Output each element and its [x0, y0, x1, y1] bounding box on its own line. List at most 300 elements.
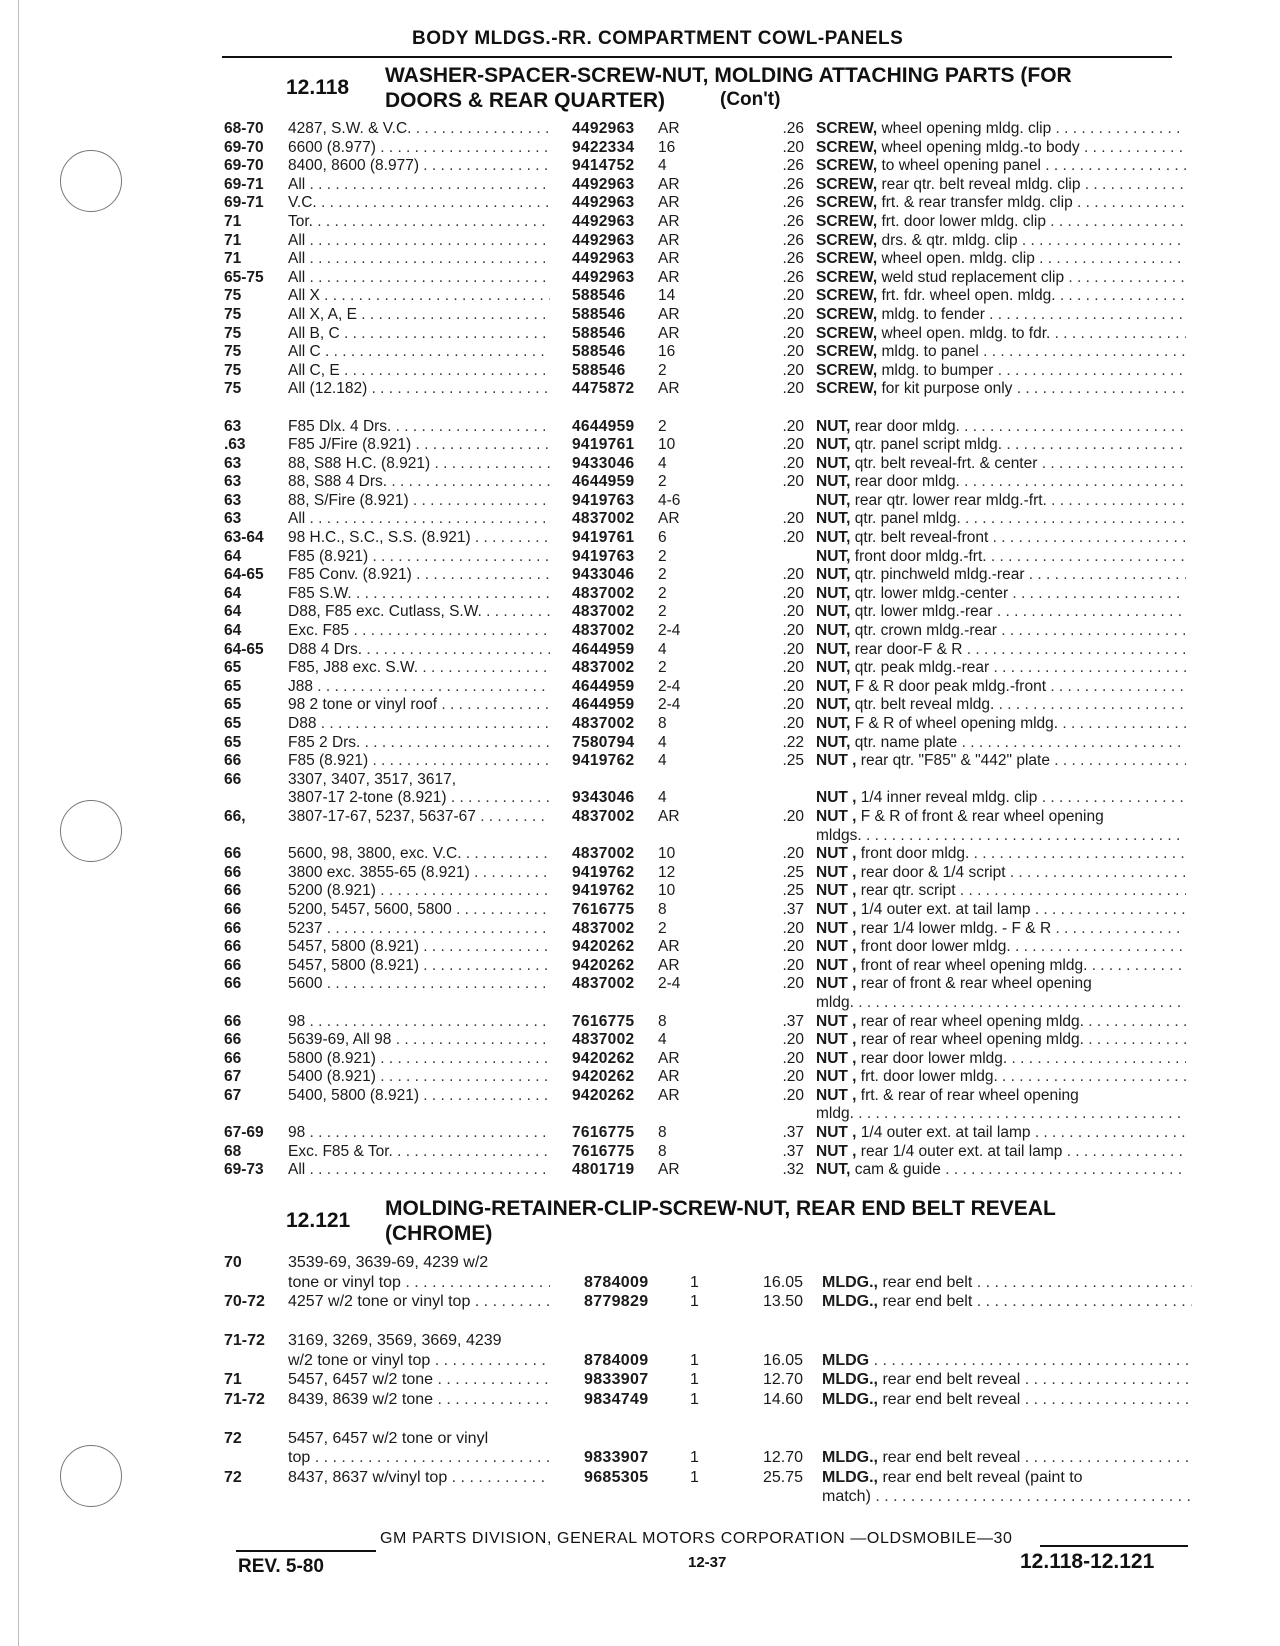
- table-row: [0, 213, 1280, 232]
- part-type: NUT,: [816, 659, 851, 677]
- model-year: 67: [224, 1086, 242, 1104]
- part-type: NUT,: [816, 510, 851, 528]
- table-row: [0, 1331, 1280, 1351]
- part-description: [816, 901, 1186, 920]
- part-description: [816, 120, 1186, 139]
- quantity: AR: [658, 1068, 680, 1086]
- description-text: qtr. belt reveal mldg.: [854, 696, 995, 714]
- section-title: [0, 1195, 1280, 1253]
- table-row: [0, 473, 1280, 492]
- description-text: front door mldg.: [860, 845, 970, 863]
- price: .26: [782, 120, 804, 137]
- table-row: [0, 752, 1280, 771]
- part-number: 4837002: [572, 603, 635, 621]
- part-type: NUT,: [816, 547, 851, 565]
- price: .20: [782, 919, 804, 937]
- model-year: 68-70: [224, 120, 264, 137]
- part-description: [816, 622, 1186, 641]
- description-text: qtr. lower mldg.-center: [854, 584, 1009, 602]
- model-application: 98 . . .: [288, 1124, 550, 1143]
- quantity: 8: [658, 1142, 667, 1160]
- price: .26: [782, 157, 804, 175]
- quantity: 2: [658, 919, 667, 937]
- table-row: [0, 994, 1280, 1013]
- description-text: rear end belt: [882, 1293, 973, 1310]
- table-row: [0, 566, 1280, 585]
- quantity: AR: [658, 250, 680, 268]
- part-number: 4837002: [572, 845, 635, 863]
- part-number: 4492963: [572, 212, 635, 230]
- part-type: SCREW,: [816, 343, 878, 361]
- part-number: 588546: [572, 305, 626, 323]
- price: .20: [782, 640, 804, 658]
- price: .20: [782, 659, 804, 677]
- header-rule: [222, 56, 1172, 58]
- model-application: 5457, 5800 (8.921) . . .: [288, 957, 550, 976]
- quantity: 4: [658, 789, 667, 807]
- price: 16.05: [762, 1351, 803, 1369]
- part-type: NUT ,: [816, 752, 857, 770]
- price: .20: [782, 1086, 804, 1104]
- price: .20: [782, 454, 804, 472]
- model-application: 5237 . . .: [288, 920, 550, 939]
- part-type: NUT,: [816, 473, 851, 491]
- model-application: 88, S/Fire (8.921) . . .: [288, 492, 550, 511]
- quantity: 8: [658, 900, 667, 918]
- description-text: F & R of wheel opening mldg.: [854, 715, 1059, 732]
- model-application: 5200, 5457, 5600, 5800 . . .: [288, 901, 550, 920]
- quantity: 2: [658, 361, 667, 379]
- description-text: rear qtr. "F85" & "442" plate: [860, 752, 1050, 770]
- quantity: AR: [658, 305, 680, 323]
- table-row: [0, 1161, 1280, 1180]
- model-application: 8437, 8637 w/vinyl top . . .: [288, 1468, 550, 1488]
- model-application: All C, E . . .: [288, 362, 550, 381]
- description-text: rear end belt reveal: [882, 1390, 1021, 1408]
- table-row: [0, 678, 1280, 697]
- part-description: [816, 548, 1186, 567]
- model-application: All . . .: [288, 1161, 550, 1180]
- model-year: 66: [224, 770, 242, 788]
- part-type: NUT,: [816, 491, 851, 509]
- quantity: AR: [658, 212, 680, 230]
- description-text: rear of rear wheel opening mldg.: [860, 1031, 1084, 1049]
- price: .20: [782, 807, 804, 825]
- part-number: 4492963: [572, 250, 635, 268]
- table-row: [0, 734, 1280, 753]
- quantity: 2: [658, 473, 667, 491]
- part-type: NUT ,: [816, 1124, 857, 1142]
- part-description: [816, 789, 1186, 808]
- model-application: 3800 exc. 3855-65 (8.921) . . .: [288, 864, 550, 883]
- description-text: frt. door lower mldg. clip: [881, 212, 1046, 230]
- part-description: [816, 455, 1186, 474]
- part-description: [822, 1292, 1192, 1312]
- price: .26: [782, 212, 804, 230]
- description-text: rear qtr. belt reveal mldg. clip: [881, 175, 1081, 193]
- price: .20: [782, 361, 804, 379]
- part-number: 9420262: [572, 938, 635, 956]
- quantity: 2: [658, 566, 667, 584]
- model-application: 8439, 8639 w/2 tone . . .: [288, 1390, 550, 1410]
- part-type: NUT,: [816, 603, 851, 621]
- part-type: NUT ,: [816, 863, 857, 881]
- model-application: All (12.182) . . .: [288, 380, 550, 399]
- model-application: F85 S.W. . . .: [288, 585, 550, 604]
- table-row: [0, 957, 1280, 976]
- part-number: 9685305: [584, 1468, 649, 1486]
- description-text: weld stud replacement clip: [881, 268, 1065, 286]
- part-description: [816, 752, 1186, 771]
- part-type: NUT,: [816, 454, 851, 472]
- table-row: [0, 696, 1280, 715]
- price: .20: [782, 1068, 804, 1086]
- part-type: SCREW,: [816, 305, 878, 323]
- part-type: NUT,: [816, 640, 851, 658]
- part-description: [816, 232, 1186, 251]
- price: .26: [782, 268, 804, 286]
- model-application: J88 . . .: [288, 678, 550, 697]
- part-description: [816, 864, 1186, 883]
- quantity: AR: [658, 938, 680, 956]
- price: .20: [782, 529, 804, 547]
- quantity: 1: [690, 1351, 699, 1369]
- part-number: 4837002: [572, 807, 635, 825]
- quantity: AR: [658, 510, 680, 528]
- table-row: [0, 1253, 1280, 1273]
- part-type: SCREW,: [816, 250, 878, 268]
- model-application: 5400 (8.921) . . .: [288, 1068, 550, 1087]
- row-spacer: [0, 399, 1280, 418]
- model-application: F85 2 Drs. . . .: [288, 734, 550, 753]
- quantity: AR: [658, 956, 680, 974]
- part-number: 9833907: [584, 1449, 649, 1466]
- part-number: 4837002: [572, 622, 635, 640]
- part-number: 9833907: [584, 1371, 649, 1388]
- description-text: cam & guide: [854, 1161, 941, 1179]
- price: .20: [782, 324, 804, 342]
- description-text: qtr. pinchweld mldg.-rear: [854, 566, 1025, 584]
- part-type: SCREW,: [816, 231, 878, 249]
- model-year: 75: [224, 380, 242, 398]
- model-year: 64: [224, 603, 242, 621]
- part-number: 4644959: [572, 640, 635, 658]
- part-description: [816, 287, 1186, 306]
- quantity: 4: [658, 640, 667, 658]
- model-application: top . . .: [288, 1448, 550, 1468]
- price: .26: [782, 194, 804, 212]
- table-row: [0, 120, 1280, 139]
- part-number: 588546: [572, 324, 626, 342]
- part-number: 9420262: [572, 1068, 635, 1086]
- section-range: 12.118-12.121: [1020, 1550, 1155, 1573]
- table-row: [0, 362, 1280, 381]
- table-row: [0, 1124, 1280, 1143]
- model-application: 5800 (8.921) . . .: [288, 1050, 550, 1069]
- section-title-line: MOLDING-RETAINER-CLIP-SCREW-NUT, REAR END BELT REVEAL: [385, 1197, 1056, 1220]
- price: .20: [782, 938, 804, 956]
- part-number: 588546: [572, 343, 626, 361]
- table-row: [0, 622, 1280, 641]
- description-text: rear qtr. script: [860, 882, 956, 900]
- part-type: NUT,: [816, 584, 851, 602]
- quantity: AR: [658, 1049, 680, 1067]
- part-description: [816, 603, 1186, 622]
- part-number: 4644959: [572, 696, 635, 714]
- section-title-line: (CHROME): [385, 1222, 493, 1245]
- quantity: AR: [658, 380, 680, 398]
- table-row: [0, 157, 1280, 176]
- model-year: 63: [224, 473, 242, 491]
- part-number: 7616775: [572, 1124, 635, 1142]
- table-row: [0, 1087, 1280, 1106]
- part-number: 4492963: [572, 120, 635, 137]
- part-type: NUT,: [816, 1161, 851, 1179]
- model-application: 4287, S.W. & V.C. . . .: [288, 120, 550, 139]
- table-row: [0, 641, 1280, 660]
- model-year: 64: [224, 622, 242, 640]
- model-application: Tor. . . .: [288, 213, 550, 232]
- price: .37: [782, 1142, 804, 1160]
- price: .20: [782, 343, 804, 361]
- quantity: 1: [690, 1293, 699, 1310]
- model-year: 64: [224, 547, 242, 565]
- part-number: 9419762: [572, 863, 635, 881]
- price: .20: [782, 603, 804, 621]
- part-type: NUT,: [816, 677, 851, 695]
- part-description: [816, 585, 1186, 604]
- table-row: [0, 845, 1280, 864]
- parts-table: [0, 120, 1280, 1180]
- model-year: 71: [224, 212, 242, 230]
- quantity: 4: [658, 157, 667, 175]
- quantity: 4-6: [658, 491, 681, 509]
- part-type: NUT,: [816, 417, 851, 435]
- model-year: .63: [224, 436, 246, 454]
- part-description: [816, 492, 1186, 511]
- continued-label: (Con't): [720, 89, 781, 110]
- part-description: [822, 1487, 1192, 1507]
- price: .26: [782, 250, 804, 268]
- price: .20: [782, 584, 804, 602]
- model-year: 69-73: [224, 1161, 264, 1179]
- model-year: 75: [224, 343, 242, 361]
- model-year: 72: [224, 1468, 242, 1486]
- part-number: 7580794: [572, 733, 635, 751]
- model-year: 66: [224, 919, 242, 937]
- description-text: qtr. lower mldg.-rear: [854, 603, 993, 621]
- part-description: [816, 678, 1186, 697]
- model-year: 72: [224, 1429, 242, 1447]
- quantity: AR: [658, 175, 680, 193]
- quantity: 2: [658, 584, 667, 602]
- model-application: 5200 (8.921) . . .: [288, 882, 550, 901]
- table-row: [0, 659, 1280, 678]
- quantity: 10: [658, 436, 676, 454]
- price: .37: [782, 900, 804, 918]
- part-number: 9343046: [572, 789, 635, 807]
- price: 13.50: [762, 1293, 803, 1310]
- part-type: SCREW,: [816, 380, 878, 398]
- description-text: rear qtr. lower rear mldg.-frt.: [854, 491, 1047, 509]
- part-number: 4644959: [572, 417, 635, 435]
- part-description: [816, 1087, 1186, 1106]
- price: .20: [782, 473, 804, 491]
- table-row: [0, 1031, 1280, 1050]
- part-number: 4837002: [572, 584, 635, 602]
- part-description: [816, 380, 1186, 399]
- description-text: for kit purpose only: [881, 380, 1013, 398]
- model-application: 5639-69, All 98 . . .: [288, 1031, 550, 1050]
- model-year: 75: [224, 305, 242, 323]
- description-text: rear of front & rear wheel opening: [860, 975, 1092, 993]
- description-text: frt. fdr. wheel open. mldg.: [881, 287, 1056, 305]
- part-description: [816, 176, 1186, 195]
- model-application: 3169, 3269, 3569, 3669, 4239: [288, 1332, 502, 1349]
- part-type: NUT ,: [816, 1086, 857, 1104]
- part-description: [816, 325, 1186, 344]
- description-text: rear end belt reveal (paint to: [882, 1468, 1083, 1486]
- table-row: [0, 455, 1280, 474]
- part-number: 4801719: [572, 1161, 635, 1179]
- section-title-line: WASHER-SPACER-SCREW-NUT, MOLDING ATTACHING PARTS (FOR: [385, 64, 1072, 87]
- part-type: NUT ,: [816, 845, 857, 863]
- table-row: [0, 343, 1280, 362]
- description-text: drs. & qtr. mldg. clip: [881, 231, 1018, 249]
- quantity: AR: [658, 1161, 680, 1179]
- model-application: All C . . .: [288, 343, 550, 362]
- model-application: 98 . . .: [288, 1013, 550, 1032]
- table-row: [0, 492, 1280, 511]
- description-text: wheel open. mldg. clip: [881, 250, 1035, 268]
- model-application: F85 (8.921) . . .: [288, 548, 550, 567]
- part-number: 7616775: [572, 1142, 635, 1160]
- part-number: 4644959: [572, 677, 635, 695]
- model-application: F85 (8.921) . . .: [288, 752, 550, 771]
- part-description: [822, 1273, 1192, 1293]
- description-text: qtr. belt reveal-frt. & center: [854, 454, 1038, 472]
- part-type: SCREW,: [816, 175, 878, 193]
- model-year: 66: [224, 845, 242, 863]
- table-row: [0, 1390, 1280, 1410]
- table-row: [0, 325, 1280, 344]
- quantity: 4: [658, 733, 667, 751]
- description-text: rear door mldg.: [854, 473, 960, 491]
- part-number: 7616775: [572, 900, 635, 918]
- model-year: 68: [224, 1142, 242, 1160]
- model-year: 69-71: [224, 175, 264, 193]
- description-text: mldgs.: [816, 826, 862, 844]
- price: 14.60: [762, 1390, 803, 1408]
- quantity: AR: [658, 231, 680, 249]
- part-description: [816, 250, 1186, 269]
- part-type: SCREW,: [816, 324, 878, 342]
- description-text: rear door mldg.: [854, 417, 960, 435]
- part-number: 9419761: [572, 529, 635, 547]
- part-type: NUT,: [816, 733, 851, 751]
- part-type: NUT ,: [816, 919, 857, 937]
- part-description: [822, 1468, 1192, 1488]
- quantity: 1: [690, 1390, 699, 1408]
- quantity: 2: [658, 417, 667, 435]
- description-text: rear of rear wheel opening mldg.: [860, 1012, 1084, 1030]
- table-row: [0, 529, 1280, 548]
- quantity: 4: [658, 752, 667, 770]
- model-application: All . . .: [288, 510, 550, 529]
- part-description: [816, 994, 1186, 1013]
- table-row: [0, 1273, 1280, 1293]
- price: .37: [782, 1124, 804, 1142]
- table-row: [0, 269, 1280, 288]
- part-description: [816, 362, 1186, 381]
- model-application: 6600 (8.977) . . .: [288, 139, 550, 158]
- part-number: 7616775: [572, 1012, 635, 1030]
- model-year: 66: [224, 975, 242, 993]
- model-year: 66: [224, 863, 242, 881]
- table-row: [0, 380, 1280, 399]
- part-description: [816, 1013, 1186, 1032]
- part-number: 9433046: [572, 566, 635, 584]
- model-year: 66: [224, 938, 242, 956]
- price: .20: [782, 138, 804, 156]
- quantity: AR: [658, 268, 680, 286]
- part-description: [816, 566, 1186, 585]
- part-description: [816, 882, 1186, 901]
- description-text: rear end belt reveal: [882, 1449, 1021, 1466]
- description-text: F & R of front & rear wheel opening: [860, 807, 1104, 825]
- table-row: [0, 176, 1280, 195]
- part-type: NUT ,: [816, 882, 857, 900]
- table-row: [0, 1468, 1280, 1488]
- footer-division: GM PARTS DIVISION, GENERAL MOTORS CORPORATION —OLDSMOBILE—30: [380, 1530, 1013, 1547]
- quantity: 2: [658, 547, 667, 565]
- part-description: [816, 1050, 1186, 1069]
- description-text: wheel open. mldg. to fdr.: [881, 324, 1051, 342]
- row-spacer: [0, 1409, 1280, 1429]
- quantity: 8: [658, 1012, 667, 1030]
- table-row: [0, 938, 1280, 957]
- description-text: frt. door lower mldg.: [860, 1068, 998, 1086]
- part-number: 4837002: [572, 510, 635, 528]
- part-type: SCREW,: [816, 212, 878, 230]
- part-number: 9420262: [572, 1086, 635, 1104]
- price: .20: [782, 956, 804, 974]
- price: .20: [782, 1031, 804, 1049]
- model-application: 5457, 5800 (8.921) . . .: [288, 938, 550, 957]
- description-text: qtr. panel mldg.: [854, 510, 961, 528]
- model-application: 8400, 8600 (8.977) . . .: [288, 157, 550, 176]
- quantity: 2-4: [658, 677, 681, 695]
- price: .20: [782, 696, 804, 714]
- model-year: 64: [224, 584, 242, 602]
- description-text: mldg.: [816, 1105, 854, 1123]
- model-year: 63: [224, 510, 242, 528]
- part-type: NUT ,: [816, 789, 857, 807]
- model-application: All B, C . . .: [288, 325, 550, 344]
- part-number: 9414752: [572, 157, 635, 175]
- part-description: [822, 1448, 1192, 1468]
- model-year: 64-65: [224, 640, 264, 658]
- part-number: 588546: [572, 287, 626, 305]
- part-description: [816, 269, 1186, 288]
- quantity: 14: [658, 287, 676, 305]
- part-number: 4492963: [572, 175, 635, 193]
- model-application: F85 Conv. (8.921) . . .: [288, 566, 550, 585]
- model-application: w/2 tone or vinyl top . . .: [288, 1351, 550, 1371]
- part-type: NUT ,: [816, 900, 857, 918]
- description-text: qtr. name plate: [854, 733, 958, 751]
- page-number: 12-37: [688, 1554, 727, 1571]
